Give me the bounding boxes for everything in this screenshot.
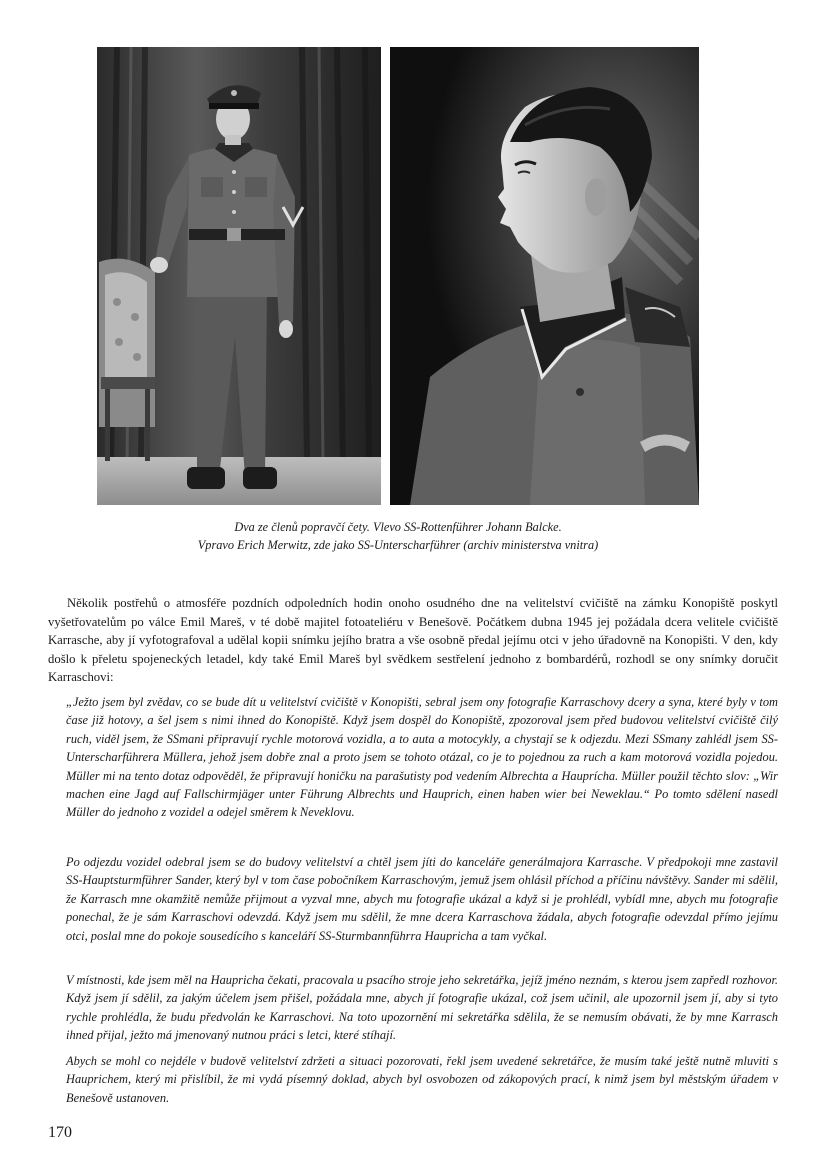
quote-paragraph-2: Po odjezdu vozidel odebral jsem se do budovy velitelství a chtěl jsem jíti do kanceláře generálmajora Karrasche. V předpokoji mne zastavil SS-Hauptsturmführer Sander, který byl v tom čase pobočníkem Karraschovým, jemuž jsem ohlásil příchod a příčinu návštěvy. Sander mi sdělil, že Karrasch mne okamžitě nemůže přijmout a vyzval mne, abych mu fotografie ukázal a když si je prohlédl, vybídl mne, abych mu fotografie ponechal, že je sám Karraschovi odevzdá. Když jsem mu sdělil, že mne dcera Karraschova žádala, abych fotografie odevzdal přímo jejímu otci, poslal mne do pokoje sousedícího s kanceláří SS-Sturmbannführra Haupricha a tam vyčkal. (66, 855, 778, 943)
caption-line-1: Dva ze členů popravčí čety. Vlevo SS-Rottenführer Johann Balcke. (234, 520, 562, 534)
quote-paragraph-3: V místnosti, kde jsem měl na Haupricha čekati, pracovala u psacího stroje jeho sekretářka, jejíž jméno neznám, s kterou jsem zapředl rozhovor. Když jsem jí sdělil, za jakým účelem jsem přišel, požádala mne, abych jí fotografie ukázal, což jsem učinil, ale upozornil jsem jí, aby si tyto rychle prohlédla, že budu předvolán ke Karraschovi. Na toto upozornění mi sekretářka sdělila, že se nemusím obávati, že by mne Karrasch ihned přijal, ježto má jmenovaný nutnou práci s letci, které stíhají. (66, 973, 778, 1043)
photo-left-standing-soldier (97, 47, 381, 505)
intro-paragraph: Několik postřehů o atmosféře pozdních odpoledních hodin onoho osudného dne na velitelství cvičiště na zámku Konopiště poskytl vyšetřovatelům po válce Emil Mareš, v té době majitel fotoateliéru v Benešově. Počátkem dubna 1945 jej požádala dcera velitele cvičiště Karrasche, aby jí vyfotografoval a udělal kopii snímku jejího bratra a vše osobně předal jejímu otci v jeho úřadovně na Konopišti. V den, kdy došlo k přeletu spojeneckých letadel, kdy také Emil Mareš byl svědkem sestřelení jednoho z bombardérů, rozhodl se ony snímky doručit Karraschovi: (48, 596, 778, 685)
quote-paragraph-4: Abych se mohl co nejdéle v budově velitelství zdržeti a situaci pozorovati, řekl jsem uvedené sekretářce, že musím také ještě nutně mluviti s Hauprichem, který mi přislíbil, že mi vydá písemný doklad, abych byl osvobozen od zákopových prací, k nimž jsem byl městským úřadem v Benešově ustanoven. (66, 1054, 778, 1105)
photo-caption (97, 518, 699, 554)
page-number: 170 (48, 1124, 72, 1141)
quote-paragraph-1: „Ježto jsem byl zvědav, co se bude dít u velitelství cvičiště v Konopišti, sebral jsem ony fotografie Karraschovy dcery a syna, které byly v tom čase již hotovy, a šel jsem s nimi ihned do Konopiště. Když jsem dospěl do Konopiště, zpozoroval jsem před budovou velitelství cvičiště čilý ruch, viděl jsem, že SSmani připravují rychle motorová vozidla, a to auta a motocykly, a chystají se k odjezdu. Mezi SSmany zahlédl jsem SS-Unterscharführera Müllera, jehož jsem dobře znal a proto jsem se tohoto otázal, co je to pojednou za ruch a kam motorová vozidla pojedou. Müller mi na tento dotaz odpověděl, že připravují honičku na parašutisty pod vedením Albrechta a Hauprícha. Müller použil těchto slov: „Wir machen eine Jagd auf Fallschirmjäger unter Führung Albrechts und Hauprich, einen haben wier bei Neweklau.“ Po tomto sdělení nasedl Müller do jednoho z vozidel a odejel směrem k Neveklovu. (66, 695, 778, 820)
photo-right-image (390, 47, 699, 505)
photo-right-profile-portrait (390, 47, 699, 505)
photo-left-image (97, 47, 381, 505)
caption-line-2: Vpravo Erich Merwitz, zde jako SS-Unterscharführer (archiv ministerstva vnitra) (197, 538, 599, 552)
